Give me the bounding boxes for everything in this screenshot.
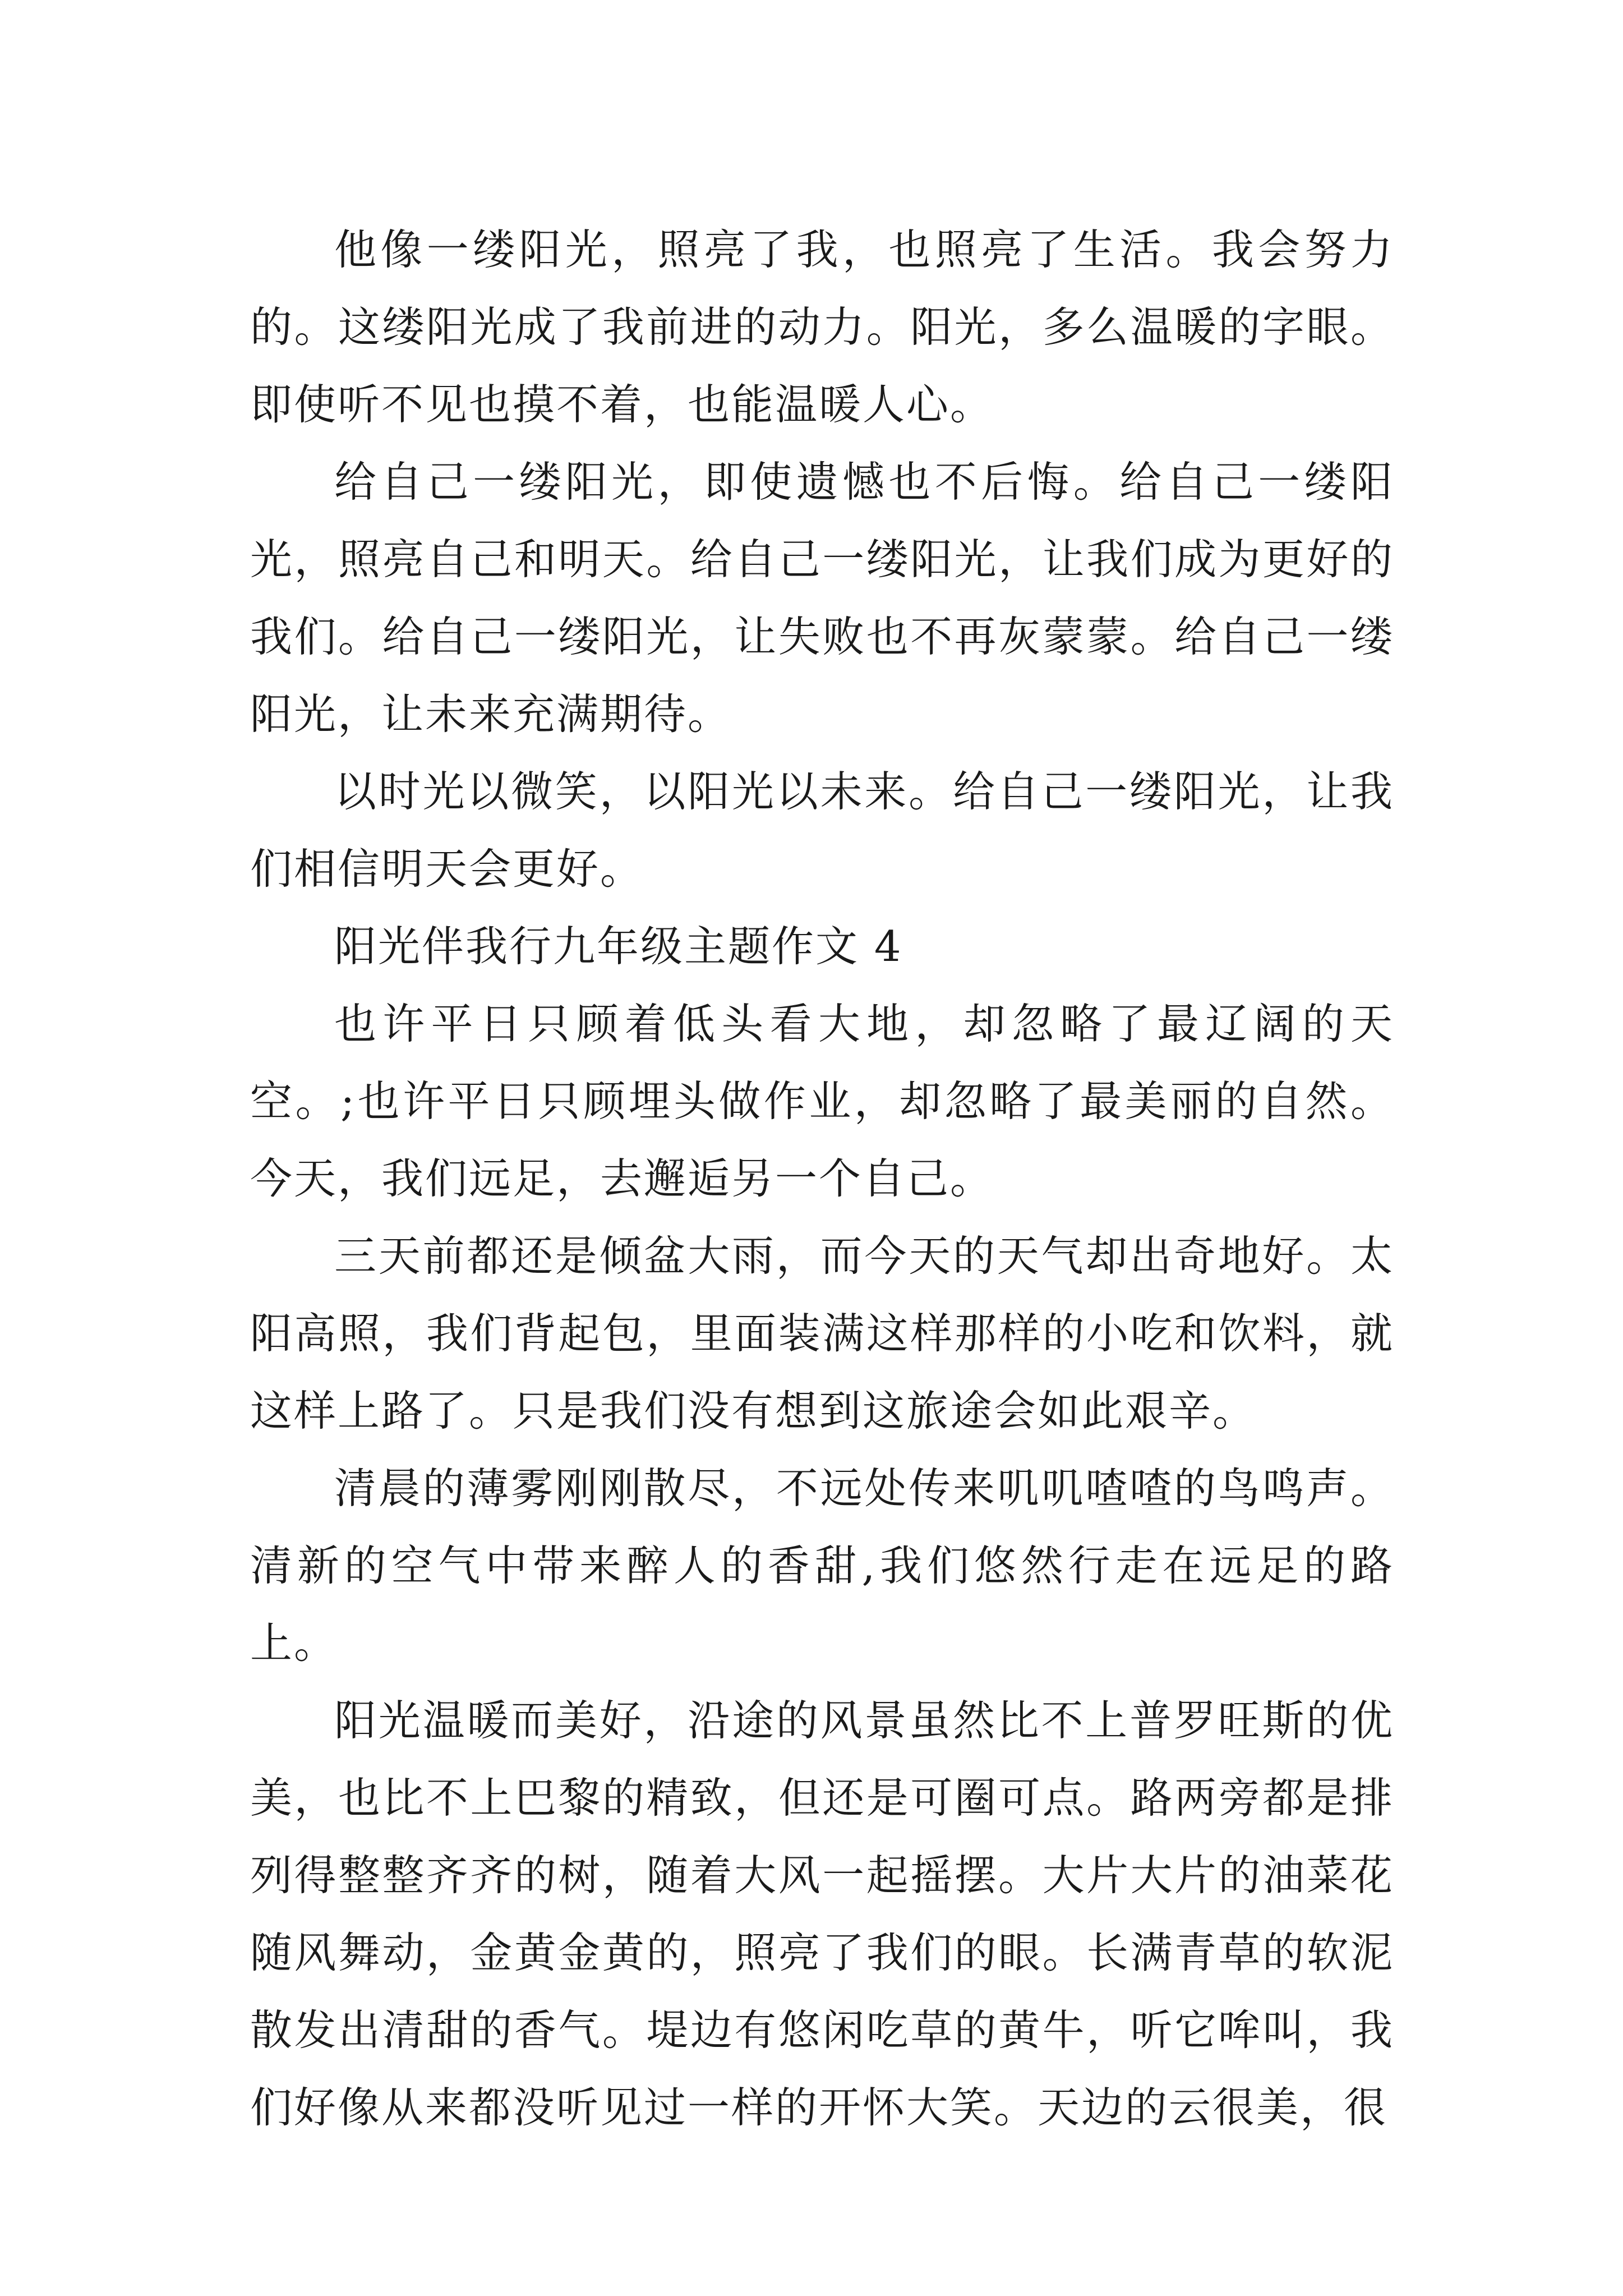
section-heading: 阳光伴我行九年级主题作文 4 — [334, 922, 903, 971]
paragraph-5: 三天前都还是倾盆大雨，而今天的天气却出奇地好。太阳高照，我们背起包，里面装满这样那样的小吃和饮料，就这样上路了。只是我们没有想到这旅途会如此艰辛。 — [250, 1231, 1394, 1435]
paragraph-3: 以时光以微笑，以阳光以未来。给自己一缕阳光，让我们相信明天会更好。 — [250, 767, 1394, 894]
paragraph-6: 清晨的薄雾刚刚散尽，不远处传来叽叽喳喳的鸟鸣声。清新的空气中带来醉人的香甜,我们悠然行走在远足的路上。 — [250, 1464, 1394, 1668]
paragraph-7: 阳光温暖而美好，沿途的风景虽然比不上普罗旺斯的优美，也比不上巴黎的精致，但还是可圈可点。路两旁都是排列得整整齐齐的树，随着大风一起摇摆。大片大片的油菜花随风舞动，金黄金黄的，照亮了我们的眼。长满青草的软泥散发出清甜的香气。堤边有悠闲吃草的黄牛，听它哞叫，我们好像从来都没听见过一样的开怀大笑。天边的云很美，很 — [250, 1696, 1394, 2132]
document-body — [250, 211, 1394, 2146]
paragraph-1: 他像一缕阳光，照亮了我，也照亮了生活。我会努力的。这缕阳光成了我前进的动力。阳光，多么温暖的字眼。即使听不见也摸不着，也能温暖人心。 — [250, 225, 1394, 429]
paragraph-2: 给自己一缕阳光，即使遗憾也不后悔。给自己一缕阳光，照亮自己和明天。给自己一缕阳光，让我们成为更好的我们。给自己一缕阳光，让失败也不再灰蒙蒙。给自己一缕阳光，让未来充满期待。 — [250, 457, 1394, 739]
paragraph-4: 也许平日只顾着低头看大地，却忽略了最辽阔的天空。;也许平日只顾埋头做作业，却忽略了最美丽的自然。今天，我们远足，去邂逅另一个自己。 — [250, 999, 1394, 1203]
